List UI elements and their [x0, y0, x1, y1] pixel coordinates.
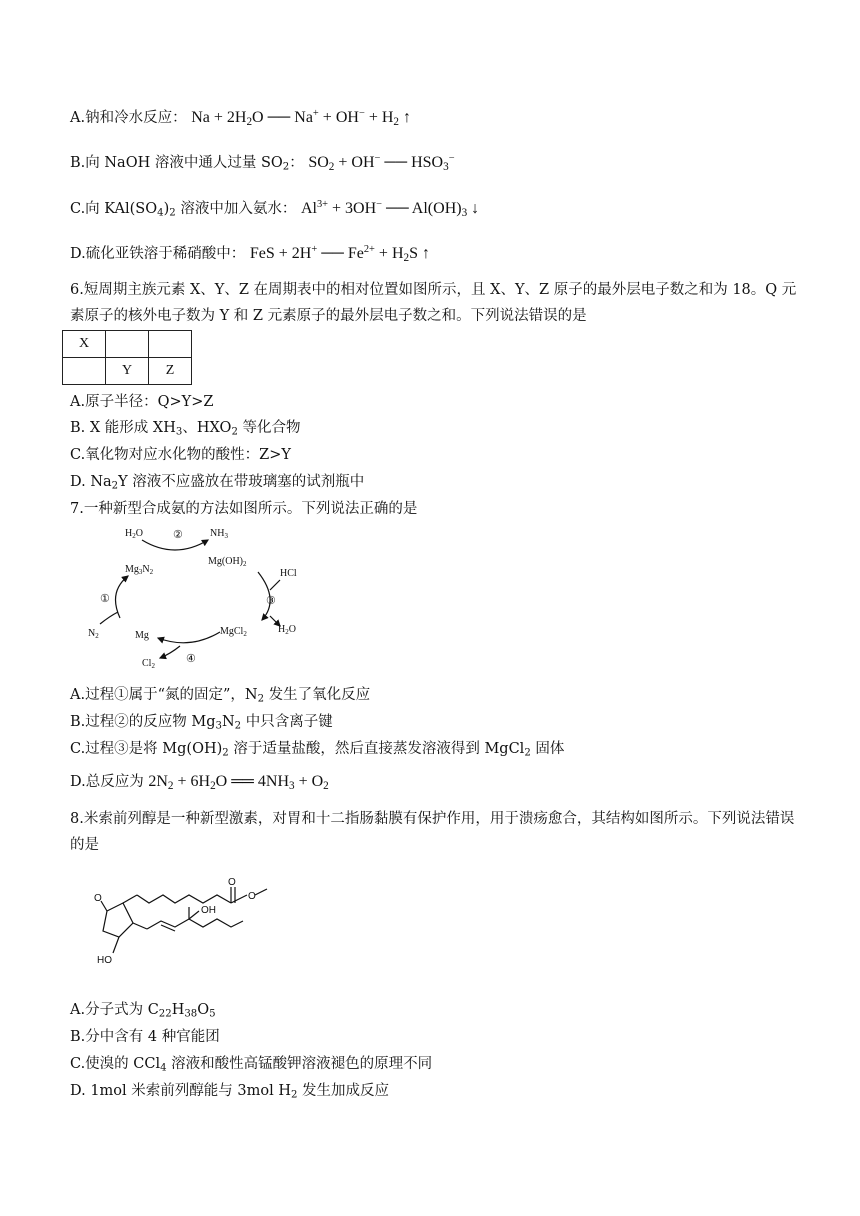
svg-text:Cl2: $Cl_2$ — [142, 658, 155, 670]
cell-empty — [106, 331, 149, 358]
option-text: 溶于适量盐酸，然后直接蒸发溶液得到 MgCl — [228, 741, 525, 757]
q8-stem: 8.米索前列醇是一种新型激素，对胃和十二指肠黏膜有保护作用，用于溃疡愈合，其结构如图所示。下列说法错误的是 — [70, 811, 795, 853]
svg-text:H2O: $H_2O$ — [125, 528, 143, 540]
q7-option-b: B.过程②的反应物 $Mg_3N_2$ 中只含离子键 — [70, 714, 333, 732]
q6-stem: 6.短周期主族元素 X、Y、Z 在周期表中的相对位置如图所示，且 X、Y、Z 原子的最外层电子数之和为 18。Q 元素原子的核外电子数为 Y 和 Z 元素原子的最外层电子数之和。下列说法错误的是 — [70, 282, 797, 324]
svg-text:Mg: Mg — [135, 630, 149, 641]
svg-text:Mg3N2: $Mg_3N_2$ — [125, 564, 154, 576]
equation: $SO_2 + OH^-$ ── $HSO_3^-$ — [308, 152, 455, 173]
paren: ) — [163, 201, 170, 217]
q7-option-d — [70, 770, 329, 792]
option-label: A.钠和冷水反应： — [70, 110, 187, 126]
q7-stem: 7.一种新型合成氨的方法如图所示。下列说法正确的是 — [70, 501, 418, 517]
svg-text:O: O — [94, 893, 102, 904]
equation: FeS + 2H+ ── $Fe^{2+} + H_2S$ ↑ — [249, 243, 430, 264]
option-text: 固体 — [530, 741, 565, 757]
svg-text:②: ② — [173, 529, 183, 541]
svg-text:MgCl2: MgCl$_2$ — [220, 626, 247, 638]
svg-text:④: ④ — [186, 653, 196, 665]
option-text: 溶液和酸性高锰酸钾溶液褪色的原理不同 — [166, 1056, 433, 1072]
option-label: A.过程①属于“氮的固定”，N — [70, 687, 258, 703]
svg-text:HCl: HCl — [280, 568, 297, 579]
cell-y: Y — [106, 358, 149, 385]
option-text: 中只含离子键 — [241, 714, 333, 730]
option-label: C.向 KAl(SO — [70, 201, 158, 217]
colon: 溶液中加入氨水： — [175, 201, 297, 217]
svg-text:NH3: $NH_3$ — [210, 528, 228, 540]
q8-option-c: C.使溴的 CCl$_4$ 溶液和酸性高锰酸钾溶液褪色的原理不同 — [70, 1056, 433, 1074]
option-label: D.总反应为 — [70, 774, 149, 790]
option-label: B.过程②的反应物 Mg — [70, 714, 216, 730]
subscript: 4 — [157, 207, 164, 219]
periodic-table-fragment — [62, 330, 192, 385]
misoprostol-structure — [85, 865, 285, 980]
q6-option-b: B. X 能形成 $XH_3$、$HXO_2$ 等化合物 — [70, 420, 301, 438]
q5-option-a — [70, 106, 411, 128]
option-text: 发生加成反应 — [297, 1083, 390, 1099]
svg-text:Mg(OH)2: $Mg(OH)_2$ — [208, 556, 247, 568]
q6-option-c: C.氧化物对应水化物的酸性：Z>Y — [70, 447, 291, 463]
option-label: C.使溴的 CCl — [70, 1056, 161, 1072]
q7-option-c: C.过程③是将 $Mg(OH)_2$ 溶于适量盐酸，然后直接蒸发溶液得到 MgCl$_2$ 固体 — [70, 741, 565, 759]
svg-text:O: O — [248, 891, 256, 902]
subscript: 2 — [282, 161, 290, 173]
equation: $2N_2 + 6H_2O$ ══ $4NH_3 + O_2$ — [148, 773, 329, 792]
cell-z: Z — [149, 358, 192, 385]
equation: $Na + 2H_2O$ ── $Na^+ + OH^- + H_2$ ↑ — [191, 107, 411, 128]
option-label: B.向 NaOH 溶液中通人过量 SO — [70, 155, 283, 171]
q6-option-a: A.原子半径：Q>Y>Z — [70, 394, 214, 410]
svg-text:O: O — [228, 877, 236, 888]
cell-x: X — [63, 331, 106, 358]
cell-empty — [149, 331, 192, 358]
svg-text:H2O: $H_2O$ — [278, 624, 296, 636]
svg-text:③: ③ — [266, 595, 276, 607]
q5-option-b — [70, 151, 455, 173]
option-label: C.过程③是将 Mg(OH) — [70, 741, 223, 757]
option-label: D. Na — [70, 474, 112, 490]
svg-text:OH: OH — [201, 905, 216, 916]
option-label: B. X 能形成 XH — [70, 420, 176, 436]
cell-empty — [63, 358, 106, 385]
ammonia-cycle-diagram — [80, 520, 320, 670]
svg-text:HO: HO — [97, 955, 112, 966]
q5-option-d — [70, 242, 430, 264]
q8-option-d: D. 1mol 米索前列醇能与 3mol $H_2$ 发生加成反应 — [70, 1083, 390, 1101]
option-label: A.分子式为 C — [70, 1002, 159, 1018]
colon: ： — [289, 155, 304, 171]
q8-option-b: B.分中含有 4 种官能团 — [70, 1029, 220, 1045]
q8-option-a: A.分子式为 $C_{22}H_{38}O_5$ — [70, 1002, 216, 1020]
subscript: 2 — [169, 207, 176, 219]
option-label: D.硫化亚铁溶于稀硝酸中： — [70, 246, 246, 262]
option-text: 发生了氧化反应 — [264, 687, 371, 703]
svg-text:N2: $N_2$ — [88, 628, 99, 640]
q7-option-a: A.过程①属于“氮的固定”，$N_2$ 发生了氧化反应 — [70, 687, 371, 705]
q6-option-d: D. $Na_2Y$ 溶液不应盛放在带玻璃塞的试剂瓶中 — [70, 474, 365, 492]
option-label: D. 1mol 米索前列醇能与 3mol H — [70, 1083, 291, 1099]
q5-option-c — [70, 197, 479, 219]
equation: $Al^{3+} + 3OH^-$ ── $Al(OH)_3$ ↓ — [300, 198, 480, 219]
svg-text:①: ① — [100, 593, 110, 605]
